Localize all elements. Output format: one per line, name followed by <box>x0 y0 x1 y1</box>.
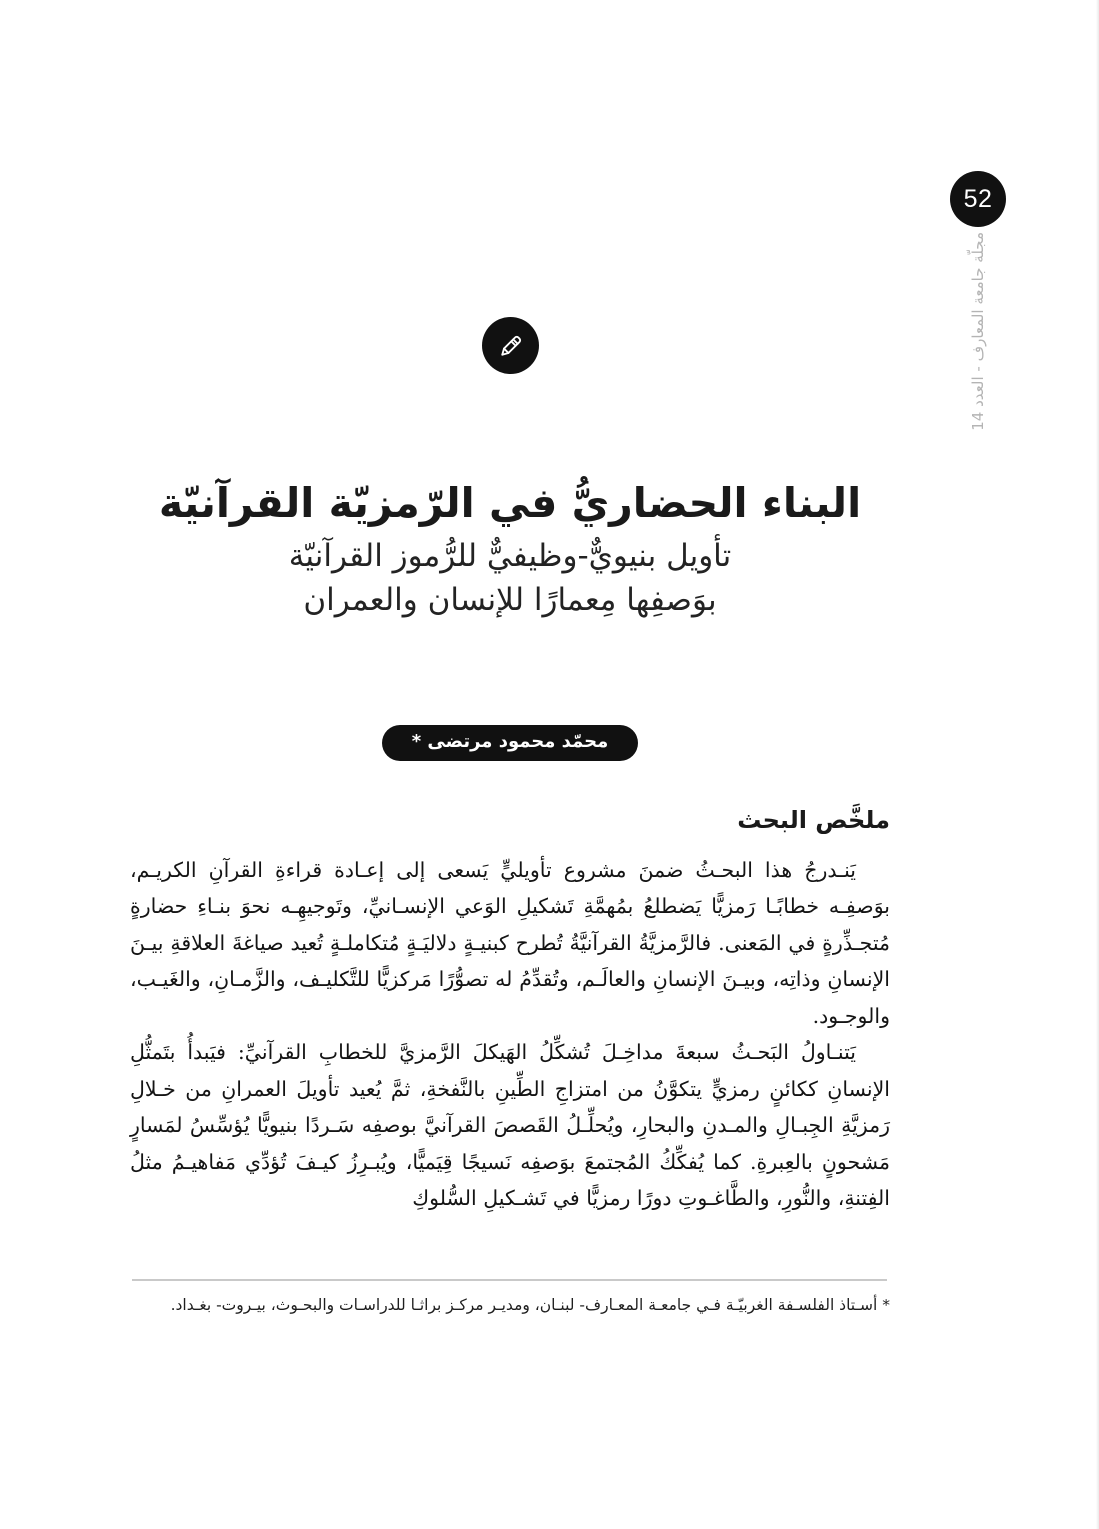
running-head <box>958 232 998 482</box>
footnote-separator <box>132 1279 887 1281</box>
abstract-heading: ملخَّص البحث <box>737 806 890 834</box>
article-subtitle-line-1: تأويل بنيويٌّ-وظيفيٌّ للرُّموز القرآنيّة <box>288 537 732 574</box>
page-number-badge: 52 <box>950 171 1006 227</box>
article-title: البناء الحضاريُّ في الرّمزيّة القرآنيّة <box>158 479 862 527</box>
running-head-label: مجلّة جامعة المعارف - العدد 14 <box>969 232 987 431</box>
abstract-paragraph-2: يَتنـاولُ البَحـثُ سبعةَ مداخِـلَ تُشكِّلُ الهَيكلَ الرَّمزيَّ للخطابِ القرآنيِّ: فيَبدأُ بتَمثُّلِ الإنسانِ ككائنٍ رمزيٍّ يتكوَّنُ من امتزاجِ الطِّينِ بالنَّفخةِ، ثمَّ يُعيد تأويلَ العمرانِ من خـلالِ رَمزيَّةِ الجِبـالِ والمـدنِ والبحارِ، ويُحلِّـلُ القَصصَ القرآنيَّ بوصفِه سَـردًا بنيويًّا يُؤسِّسُ لمَسارٍ مَشحونٍ بالعِبرةِ. كما يُفكِّكُ المُجتمعَ بوَصفِه نَسيجًا قِيَميًّا، ويُبـرِزُ كيـفَ تُؤدِّي مَفاهيـمُ مثلُ الفِتنةِ، والنُّورِ، والطَّاغـوتِ دورًا رمزيًّا في تَشـكيلِ السُّلوكِ <box>130 1040 890 1211</box>
pencil-ornament <box>482 317 539 374</box>
abstract-body <box>130 852 890 1217</box>
abstract-paragraph-1: يَنـدرجُ هذا البحـثُ ضمنَ مشروع تأويليٍّ يَسعى إلى إعـادة قراءةِ القرآنِ الكريـم، بوَصفِـه خطابًـا رَمزيًّا يَضطلعُ بمُهمَّةِ تَشكيلِ الوَعي الإنسـانيِّ، وتَوجيهِـه نحوَ بنـاءِ حضارةٍ مُتجـذِّرةٍ في المَعنى. فالرَّمزيَّةُ القرآنيَّةُ تُطرح كبنيـةٍ دلاليَـةٍ مُتكاملـةٍ تُعيد صياغةَ العلاقةِ بيـنَ الإنسانِ وذاتِه، وبيـنَ الإنسانِ والعالَـم، وتُقدِّمُ له تصوُّرًا مَركزيًّا للتَّكليـف، والزَّمـانِ، والغَيـب، والوجـود. <box>130 858 890 1028</box>
author-name-badge: محمّد محمود مرتضى * <box>382 725 639 761</box>
pencil-icon <box>497 332 525 360</box>
author-pill-container <box>130 725 890 761</box>
footnote <box>130 1290 890 1320</box>
title-block <box>130 478 890 622</box>
footnote-text: * أسـتاذ الفلسـفة الغربيّـة فـي جامعـة المعـارف- لبنـان، ومديـر مركـز براثـا للدراسـات والبحـوث، بيـروت- بغـداد. <box>170 1296 890 1314</box>
article-subtitle-line-2: بوَصفِها مِعمارًا للإنسان والعمران <box>303 581 717 618</box>
